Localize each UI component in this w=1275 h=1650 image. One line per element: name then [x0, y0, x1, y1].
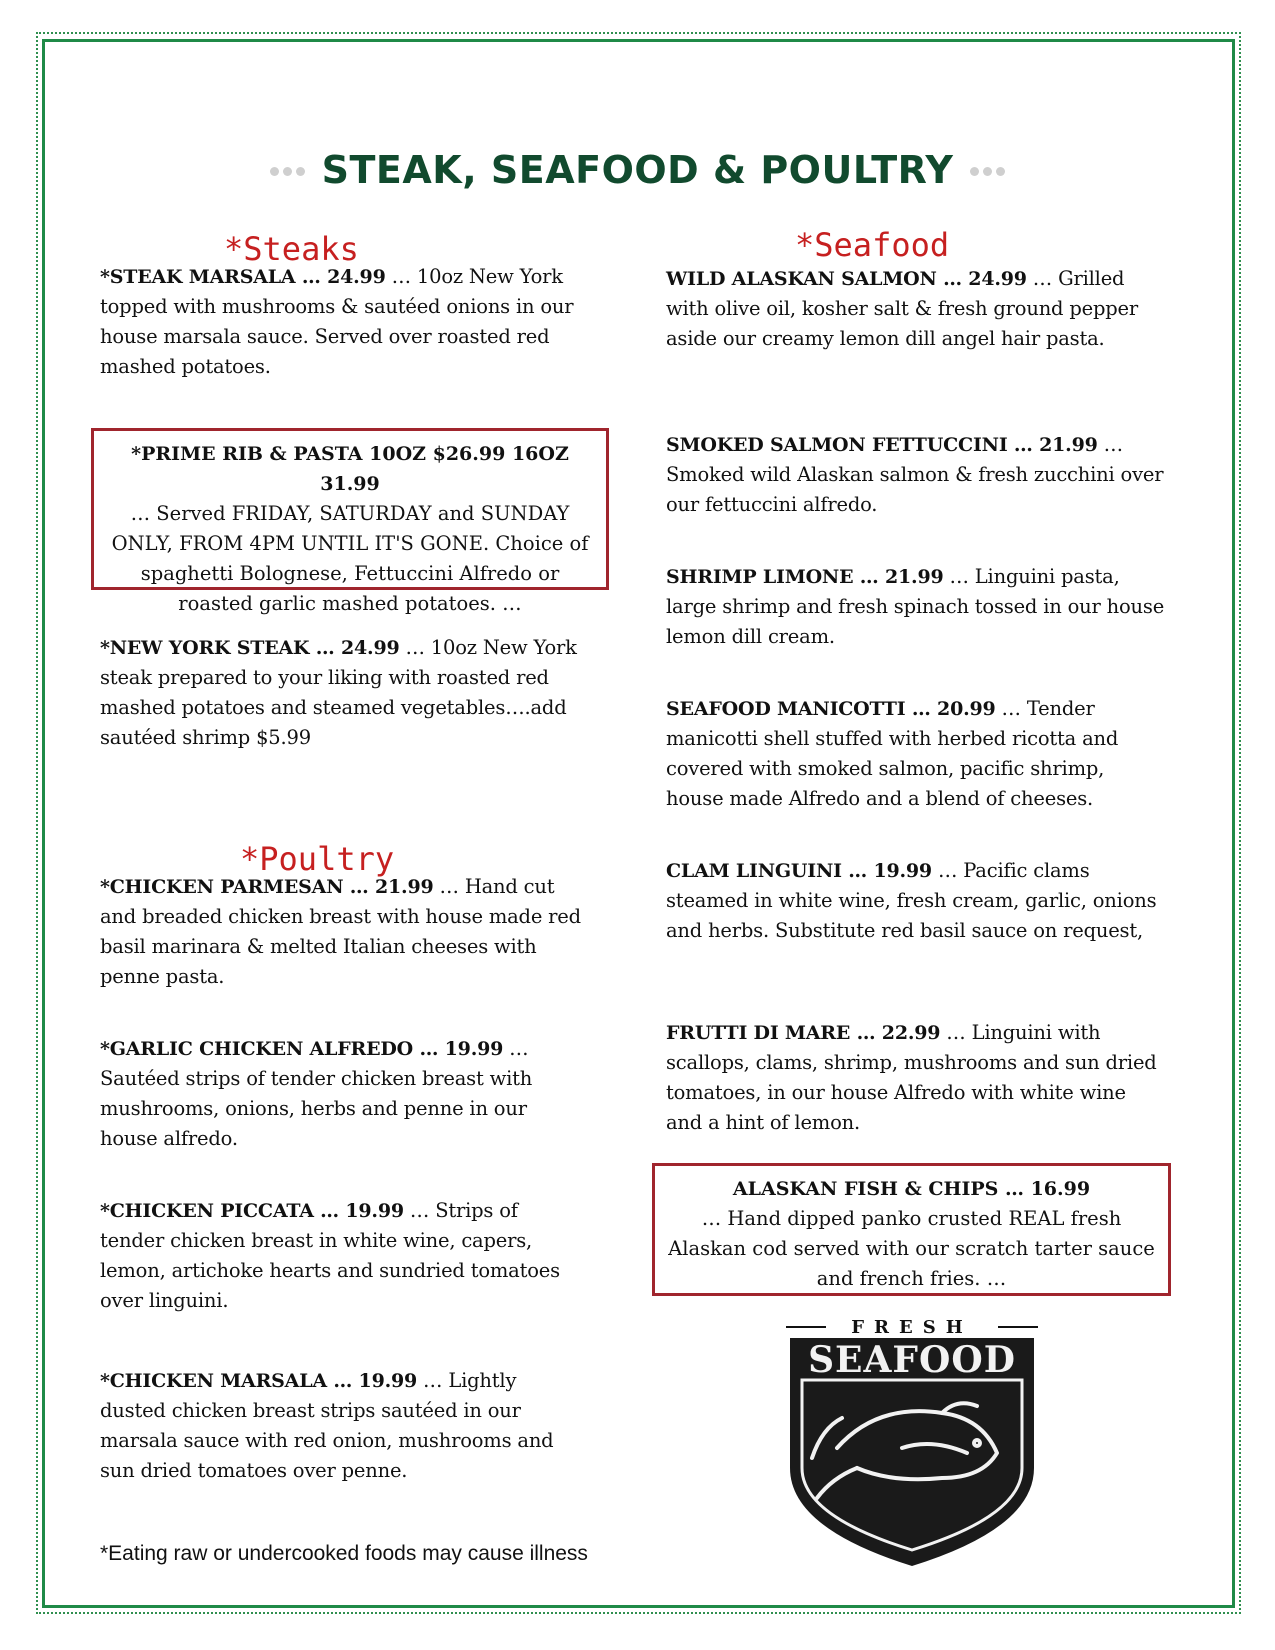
item-name: WILD ALASKAN SALMON … 24.99 — [666, 268, 1027, 290]
logo-top-text: FRESH — [851, 1318, 973, 1338]
item-name: *PRIME RIB & PASTA 10OZ $26.99 16OZ 31.99 — [131, 443, 569, 495]
menu-item-garlic-chicken-alfredo — [100, 1034, 586, 1154]
item-desc: … Pacific clams steamed in white wine, fresh cream, garlic, onions and herbs. Substitute red basil sauce on request, — [666, 859, 1157, 942]
item-name: ALASKAN FISH & CHIPS … 16.99 — [732, 1178, 1091, 1200]
item-desc: … 10oz New York topped with mushrooms & sautéed onions in our house marsala sauce. Served over roasted red mashed potatoes. — [100, 265, 574, 378]
item-name: FRUTTI DI MARE … 22.99 — [666, 1022, 941, 1044]
menu-item-smoked-salmon-fettuccini — [666, 430, 1166, 520]
menu-item-steak-marsala — [100, 262, 586, 382]
item-desc: … Grilled with olive oil, kosher salt & fresh ground pepper aside our creamy lemon dill angel hair pasta. — [666, 267, 1138, 350]
section-heading-poultry: *Poultry — [240, 840, 395, 878]
item-name: *CHICKEN PICCATA … 19.99 — [100, 1200, 404, 1222]
item-desc: … Smoked wild Alaskan salmon & fresh zucchini over our fettuccini alfredo. — [666, 433, 1164, 516]
menu-item-new-york-steak — [100, 633, 586, 753]
item-name: *STEAK MARSALA … 24.99 — [100, 266, 386, 288]
menu-item-chicken-piccata — [100, 1196, 586, 1316]
item-name: *GARLIC CHICKEN ALFREDO … 19.99 — [100, 1038, 504, 1060]
menu-item-wild-alaskan-salmon — [666, 264, 1166, 354]
item-name: *CHICKEN PARMESAN … 21.99 — [100, 876, 434, 898]
menu-item-chicken-marsala — [100, 1366, 586, 1486]
menu-item-shrimp-limone — [666, 562, 1166, 652]
item-name: *NEW YORK STEAK … 24.99 — [100, 637, 400, 659]
page-title: STEAK, SEAFOOD & POULTRY — [321, 148, 954, 192]
item-desc: … Hand dipped panko crusted REAL fresh Alaskan cod served with our scratch tarter sauce and french fries. … — [668, 1207, 1155, 1290]
item-desc: … Sautéed strips of tender chicken breast with mushrooms, onions, herbs and penne in our house alfredo. — [100, 1037, 533, 1150]
item-name: SHRIMP LIMONE … 21.99 — [666, 566, 944, 588]
item-name: *CHICKEN MARSALA … 19.99 — [100, 1370, 418, 1392]
item-desc: … Hand cut and breaded chicken breast with house made red basil marinara & melted Italian cheeses with penne pasta. — [100, 875, 581, 988]
item-desc: … Lightly dusted chicken breast strips sautéed in our marsala sauce with red onion, mushrooms and sun dried tomatoes over penne. — [100, 1369, 554, 1482]
fish-chips-box — [652, 1163, 1171, 1296]
title-row — [0, 148, 1275, 192]
section-heading-steaks: *Steaks — [224, 230, 359, 268]
item-desc: … Strips of tender chicken breast in white wine, capers, lemon, artichoke hearts and sundried tomatoes over linguini. — [100, 1199, 560, 1312]
item-desc: … Linguini pasta, large shrimp and fresh spinach tossed in our house lemon dill cream. — [666, 565, 1165, 648]
fresh-seafood-logo — [782, 1318, 1042, 1568]
prime-rib-box — [91, 428, 609, 615]
item-desc: … 10oz New York steak prepared to your liking with roasted red mashed potatoes and steamed vegetables….add sautéed shrimp $5.99 — [100, 636, 577, 749]
item-name: CLAM LINGUINI … 19.99 — [666, 860, 932, 882]
item-desc: … Served FRIDAY, SATURDAY and SUNDAY ONLY, FROM 4PM UNTIL IT'S GONE. Choice of spaghetti Bolognese, Fettuccini Alfredo or roasted garlic mashed potatoes. … — [111, 502, 589, 615]
section-heading-seafood: *Seafood — [795, 226, 950, 264]
item-name: SMOKED SALMON FETTUCCINI … 21.99 — [666, 434, 1098, 456]
item-desc: … Linguini with scallops, clams, shrimp, mushrooms and sun dried tomatoes, in our house Alfredo with white wine and a hint of lemon. — [666, 1021, 1157, 1134]
menu-item-clam-linguini — [666, 856, 1166, 946]
title-dots-left — [268, 161, 307, 180]
logo-main-text: SEAFOOD — [808, 1339, 1016, 1381]
menu-item-seafood-manicotti — [666, 694, 1166, 814]
menu-item-frutti-di-mare — [666, 1018, 1166, 1138]
title-dots-right — [968, 161, 1007, 180]
item-name: SEAFOOD MANICOTTI … 20.99 — [666, 698, 996, 720]
health-notice: *Eating raw or undercooked foods may cause illness — [100, 1542, 588, 1565]
menu-item-chicken-parmesan — [100, 872, 586, 992]
item-desc: … Tender manicotti shell stuffed with herbed ricotta and covered with smoked salmon, pacific shrimp, house made Alfredo and a blend of cheeses. — [666, 697, 1119, 810]
